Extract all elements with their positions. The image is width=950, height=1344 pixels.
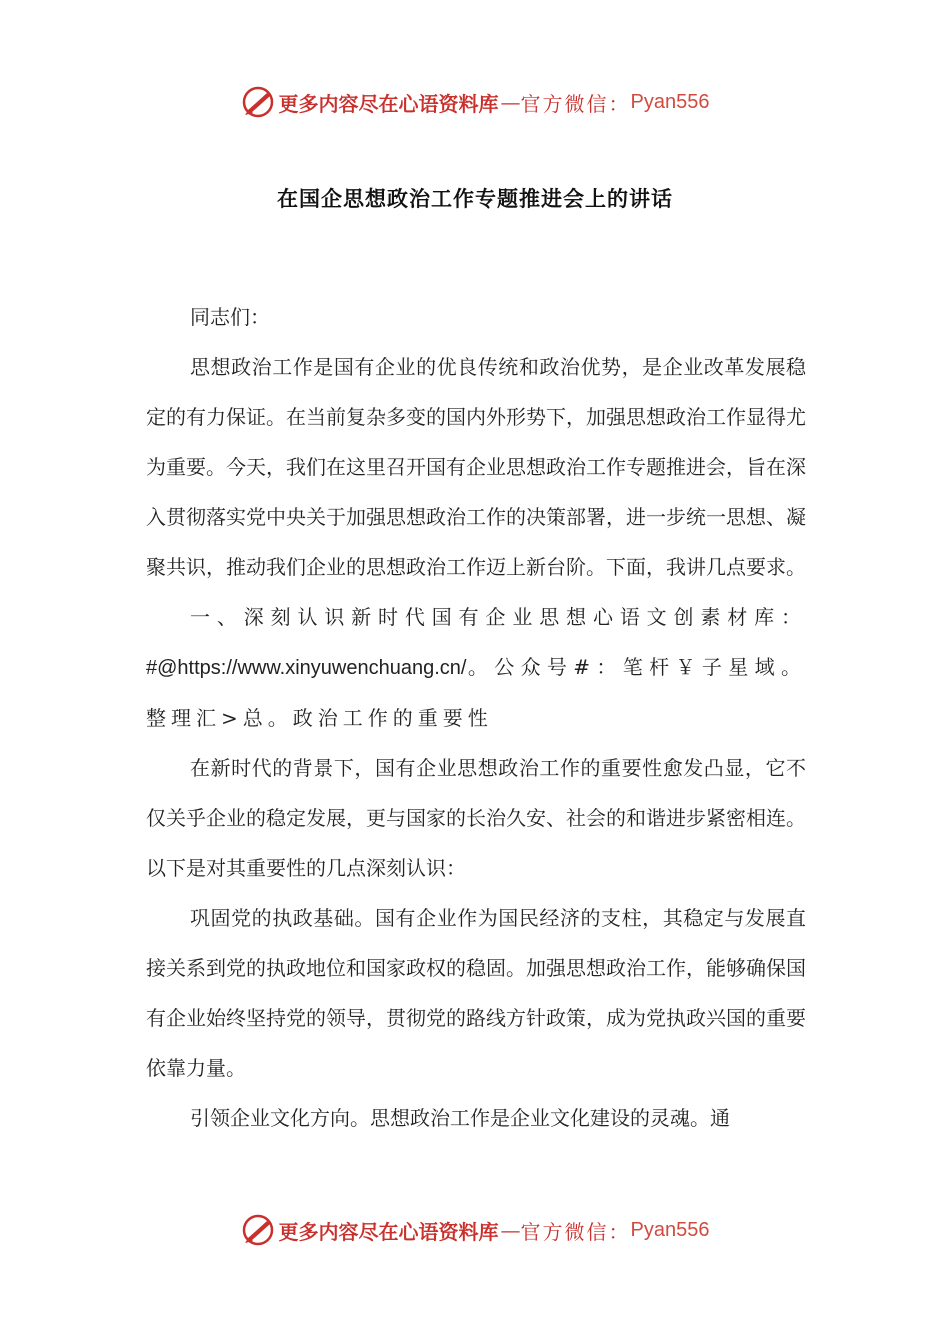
- pen-logo-icon: [241, 85, 275, 119]
- greeting: 同志们：: [190, 305, 270, 329]
- paragraph-culture: 引领企业文化方向。思想政治工作是企业文化建设的灵魂。通: [190, 1106, 730, 1130]
- watermark-id: Pyan556: [630, 90, 710, 113]
- watermark-id: Pyan556: [630, 1218, 710, 1241]
- paragraph-intro: 思想政治工作是国有企业的优良传统和政治优势，是企业改革发展稳定的有力保证。在当前复杂多变的国内外形势下，加强思想政治工作显得尤为重要。今天，我们在这里召开国有企业思想政治工作专题推进会，旨在深入贯彻落实党中央关于加强思想政治工作的决策部署，进一步统一思想、凝聚共识，推动我们企业的思想政治工作迈上新台阶。下面，我讲几点要求。: [146, 355, 806, 579]
- paragraph-foundation: 巩固党的执政基础。国有企业作为国民经济的支柱，其稳定与发展直接关系到党的执政地位和国家政权的稳固。加强思想政治工作，能够确保国有企业始终坚持党的领导，贯彻党的路线方针政策，成为党执政兴国的重要依靠力量。: [146, 906, 806, 1080]
- watermark-main: 更多内容尽在心语资料库: [278, 1219, 499, 1244]
- heading-part-2: 。公众号#：笔杆￥子星域。整理汇>总。政治工作的重要性: [146, 655, 806, 730]
- section-heading-1: [146, 592, 806, 743]
- watermark-sub: 官方微信：: [520, 1219, 631, 1244]
- pen-logo-icon: [241, 1213, 275, 1247]
- document-body: [146, 292, 806, 1143]
- heading-part-1: 一、深刻认识新时代国有企业思想心语文创素材库：: [190, 605, 806, 629]
- paragraph-importance: 在新时代的背景下，国有企业思想政治工作的重要性愈发凸显，它不仅关乎企业的稳定发展，更与国家的长治久安、社会的和谐进步紧密相连。以下是对其重要性的几点深刻认识：: [146, 756, 806, 880]
- watermark-dash: —: [500, 1218, 519, 1242]
- watermark-header: [0, 82, 950, 122]
- document-title: 在国企思想政治工作专题推进会上的讲话: [277, 186, 673, 211]
- watermark-footer: [0, 1210, 950, 1250]
- watermark-dash: —: [500, 90, 519, 114]
- heading-url: #@https://www.xinyuwenchuang.cn/: [146, 657, 467, 679]
- watermark-main: 更多内容尽在心语资料库: [278, 91, 499, 116]
- watermark-sub: 官方微信：: [520, 91, 631, 116]
